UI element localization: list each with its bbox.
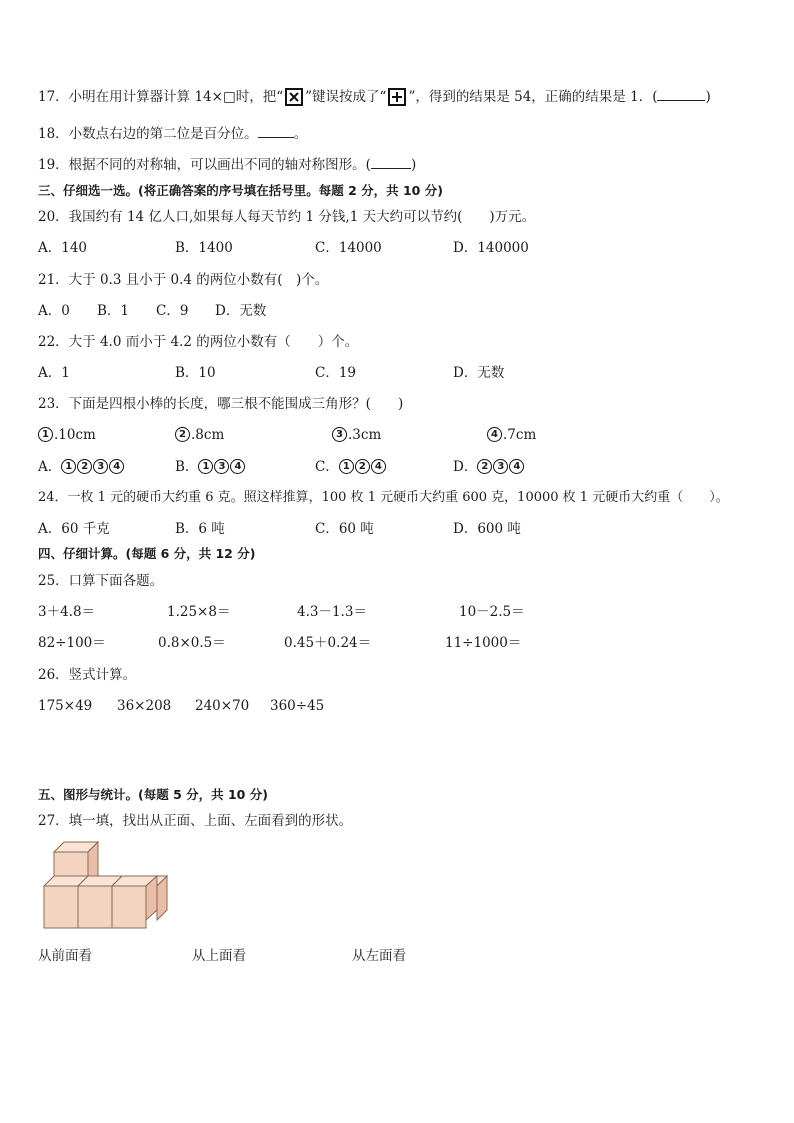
question-23: 23．下面是四根小棒的长度，哪三根不能围成三角形？( ) <box>38 396 404 412</box>
q19-close: ) <box>410 157 417 173</box>
circled-number: 2 <box>477 459 492 474</box>
vertical-calc-item: 175×49 <box>38 698 93 714</box>
question-25: 25．口算下面各题。 <box>38 573 164 589</box>
stick-length: .8cm <box>191 427 225 443</box>
q20-option-b[interactable]: B．1400 <box>175 240 233 256</box>
answer-blank[interactable] <box>371 156 411 169</box>
q21-option-c[interactable]: C．9 <box>156 303 189 319</box>
question-24: 24．一枚 1 元的硬币大约重 6 克。照这样推算，100 枚 1 元硬币大约重 600 克，10000 枚 1 元硬币大约重（ ）。 <box>38 490 729 505</box>
calc-item: 0.8×0.5＝ <box>158 635 226 651</box>
q24-option-b[interactable]: B．6 吨 <box>175 521 225 537</box>
q17-text-mid: ”键误按成了“ <box>305 89 387 105</box>
question-20: 20．我国约有 14 亿人口,如果每人每天节约 1 分钱,1 天大约可以节约( )万元。 <box>38 209 536 225</box>
question-22: 22．大于 4.0 而小于 4.2 的两位小数有（ ）个。 <box>38 334 359 350</box>
circled-number: 4 <box>109 459 124 474</box>
q22-option-b[interactable]: B．10 <box>175 365 216 381</box>
stick-length: .10cm <box>54 427 96 443</box>
q24-option-d[interactable]: D．600 吨 <box>453 521 521 537</box>
cube-stack-figure <box>40 838 172 938</box>
view-label-top: 从上面看 <box>192 948 246 964</box>
question-27: 27．填一填，找出从正面、上面、左面看到的形状。 <box>38 813 353 829</box>
answer-blank[interactable] <box>258 125 294 138</box>
stick-1 <box>38 426 96 444</box>
q22-option-c[interactable]: C．19 <box>315 365 357 381</box>
section-4-heading: 四、仔细计算。(每题 6 分，共 12 分) <box>38 546 256 561</box>
q24-option-c[interactable]: C．60 吨 <box>315 521 374 537</box>
answer-blank[interactable] <box>657 88 705 101</box>
q21-option-a[interactable]: A．0 <box>38 303 70 319</box>
calc-item: 11÷1000＝ <box>445 635 522 651</box>
circled-number: 2 <box>175 427 190 442</box>
circled-number: 4 <box>487 427 502 442</box>
circled-number: 2 <box>77 459 92 474</box>
option-label: C． <box>315 459 339 475</box>
stick-4 <box>487 426 536 444</box>
q20-option-a[interactable]: A．140 <box>38 240 88 256</box>
circled-number: 1 <box>38 427 53 442</box>
section-5-heading: 五、图形与统计。(每题 5 分，共 10 分) <box>38 787 268 802</box>
circled-number: 4 <box>371 459 386 474</box>
circled-number: 3 <box>493 459 508 474</box>
option-label: A． <box>38 459 62 475</box>
q19-text: 19．根据不同的对称轴，可以画出不同的轴对称图形。( <box>38 157 371 173</box>
circled-number: 3 <box>332 427 347 442</box>
q20-option-c[interactable]: C．14000 <box>315 240 382 256</box>
q23-option-b[interactable] <box>175 458 246 476</box>
section-3-heading: 三、仔细选一选。(将正确答案的序号填在括号里。每题 2 分，共 10 分) <box>38 183 443 198</box>
question-17 <box>38 88 711 107</box>
q17-text-post: ”，得到的结果是 54，正确的结果是 1．( <box>408 89 658 105</box>
circled-number: 4 <box>230 459 245 474</box>
stick-2 <box>175 426 224 444</box>
circled-number: 3 <box>93 459 108 474</box>
q23-option-d[interactable] <box>453 458 525 476</box>
view-label-front: 从前面看 <box>38 948 92 964</box>
vertical-calc-item: 360÷45 <box>270 698 325 714</box>
q18-end: 。 <box>293 126 308 142</box>
question-21: 21．大于 0.3 且小于 0.4 的两位小数有( )个。 <box>38 272 329 288</box>
q24-option-a[interactable]: A．60 千克 <box>38 521 110 537</box>
calc-item: 82÷100＝ <box>38 635 106 651</box>
stick-length: .7cm <box>503 427 537 443</box>
circled-number: 1 <box>61 459 76 474</box>
q17-close: ) <box>705 89 711 105</box>
question-19 <box>38 156 416 174</box>
circled-number: 1 <box>339 459 354 474</box>
circled-number: 1 <box>198 459 213 474</box>
q21-option-b[interactable]: B．1 <box>97 303 130 319</box>
q20-option-d[interactable]: D．140000 <box>453 240 529 256</box>
q21-option-d[interactable]: D．无数 <box>215 303 267 319</box>
q23-option-c[interactable] <box>315 458 387 476</box>
calc-item: 0.45＋0.24＝ <box>284 635 372 651</box>
q18-text: 18．小数点右边的第二位是百分位。 <box>38 126 258 142</box>
stick-length: .3cm <box>348 427 382 443</box>
calc-item: 3＋4.8＝ <box>38 604 96 620</box>
q22-option-d[interactable]: D．无数 <box>453 365 505 381</box>
question-18 <box>38 125 307 143</box>
calc-item: 4.3－1.3＝ <box>297 604 367 620</box>
cube-stack-icon <box>40 838 172 934</box>
stick-3 <box>332 426 381 444</box>
plus-key-icon <box>388 88 406 106</box>
calc-item: 1.25×8＝ <box>167 604 231 620</box>
q23-option-a[interactable] <box>38 458 125 476</box>
times-key-icon <box>285 88 303 106</box>
circled-number: 2 <box>355 459 370 474</box>
circled-number: 3 <box>214 459 229 474</box>
calc-item: 10－2.5＝ <box>459 604 525 620</box>
option-label: B． <box>175 459 199 475</box>
question-26: 26．竖式计算。 <box>38 667 137 683</box>
q22-option-a[interactable]: A．1 <box>38 365 70 381</box>
view-label-left: 从左面看 <box>352 948 406 964</box>
q17-text-pre: 17．小明在用计算器计算 14×□时，把“ <box>38 89 284 105</box>
circled-number: 4 <box>509 459 524 474</box>
option-label: D． <box>453 459 478 475</box>
vertical-calc-item: 240×70 <box>195 698 250 714</box>
vertical-calc-item: 36×208 <box>117 698 172 714</box>
